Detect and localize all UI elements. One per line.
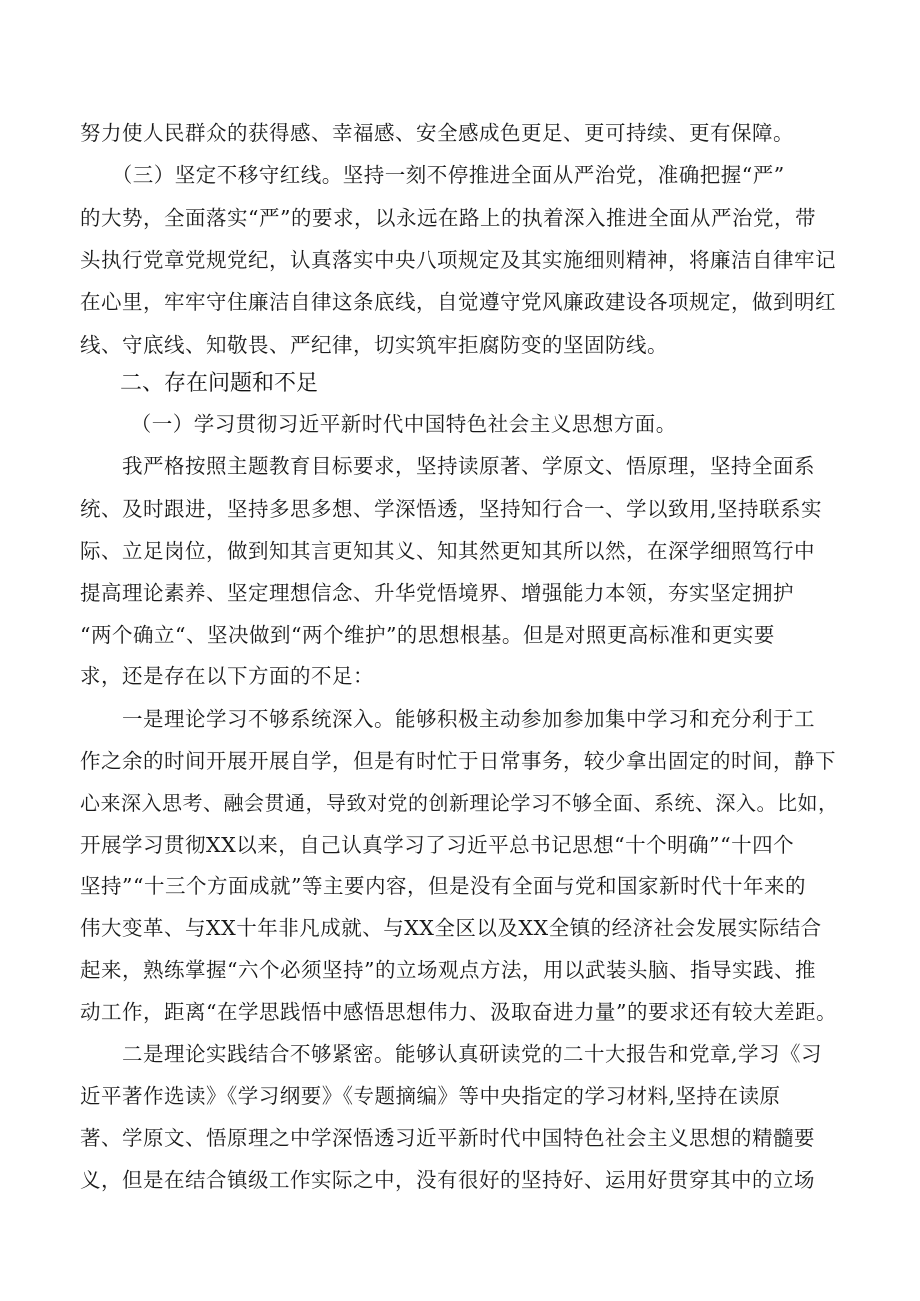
paragraph-line: 心来深入思考、融会贯通，导致对党的创新理论学习不够全面、系统、深入。比如， [80,791,839,815]
paragraph-line: 起来，熟练掌握“六个必须坚持”的立场观点方法，用以武装头脑、指导实践、推 [80,958,816,982]
paragraph-line: 一是理论学习不够系统深入。能够积极主动参加参加集中学习和充分利于工 [80,707,815,731]
section-heading: 二、存在问题和不足 [120,371,319,396]
paragraph-line: 伟大变革、与XX十年非凡成就、与XX全区以及XX全镇的经济社会发展实际结合 [80,916,822,940]
paragraph-line: 在心里，牢牢守住廉洁自律这条底线，自觉遵守党风廉政建设各项规定，做到明红 [80,290,836,314]
paragraph-line: 我严格按照主题教育目标要求，坚持读原著、学原文、悟原理，坚持全面系 [80,454,815,478]
paragraph-line: 线、守底线、知敬畏、严纪律，切实筑牢拒腐防变的坚固防线。 [80,333,668,357]
paragraph-line: 近平著作选读》《学习纲要》《专题摘编》等中央指定的学习材料,坚持在读原 [80,1084,781,1108]
paragraph-line: 求，还是存在以下方面的不足： [80,664,374,688]
paragraph-line: “两个确立“、坚决做到“两个维护”的思想根基。但是对照更高标准和更实要 [80,623,775,647]
paragraph-line: 作之余的时间开展开展自学，但是有时忙于日常事务，较少拿出固定的时间，静下 [80,749,836,773]
paragraph-line: 开展学习贯彻XX以来，自己认真学习了习近平总书记思想“十个明确”“十四个 [80,833,795,857]
paragraph-line: 努力使人民群众的获得感、幸福感、安全感成色更足、更可持续、更有保障。 [80,121,794,145]
paragraph-line: 坚持”“十三个方面成就”等主要内容，但是没有全面与党和国家新时代十年来的 [80,874,806,898]
paragraph-line: 动工作，距离“在学思践悟中感悟思想伟力、汲取奋进力量”的要求还有较大差距。 [80,1000,837,1024]
paragraph-line: 提高理论素养、坚定理想信念、升华党悟境界、增强能力本领，夯实坚定拥护 [80,581,794,605]
paragraph-line: 统、及时跟进，坚持多思多想、学深悟透，坚持知行合一、学以致用,坚持联系实 [80,497,823,521]
paragraph-line: 二是理论实践结合不够紧密。能够认真研读党的二十大报告和党章,学习《习 [80,1042,823,1066]
paragraph-line: 的大势，全面落实“严”的要求，以永远在路上的执着深入推进全面从严治党，带 [80,206,816,230]
paragraph-line: 义，但是在结合镇级工作实际之中，没有很好的坚持好、运用好贯穿其中的立场 [80,1168,815,1192]
subsection-title: （一）学习贯彻习近平新时代中国特色社会主义思想方面。 [120,412,677,436]
paragraph-line: 际、立足岗位，做到知其言更知其义、知其然更知其所以然，在深学细照笃行中 [80,539,815,563]
paragraph-line: 著、学原文、悟原理之中学深悟透习近平新时代中国特色社会主义思想的精髓要 [80,1126,815,1150]
paragraph-line: （三）坚定不移守红线。坚持一刻不停推进全面从严治党，准确把握“严” [80,163,785,187]
paragraph-line: 头执行党章党规党纪，认真落实中央八项规定及其实施细则精神，将廉洁自律牢记 [80,248,836,272]
